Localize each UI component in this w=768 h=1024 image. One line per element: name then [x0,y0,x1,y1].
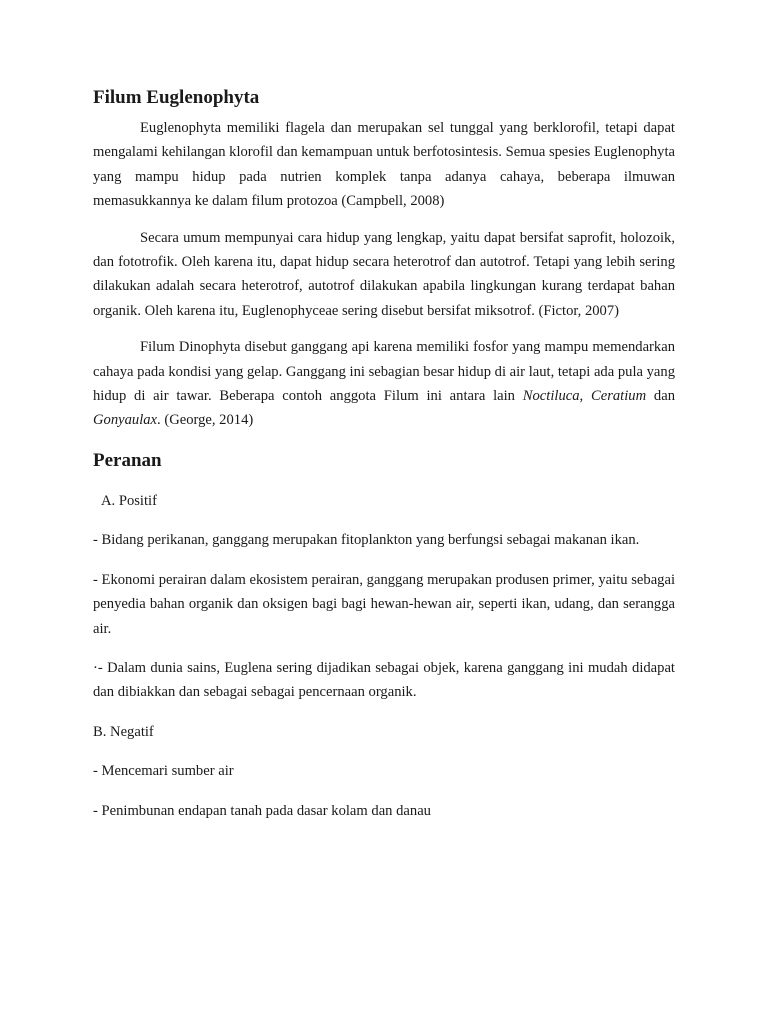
list-item-ekonomi-perairan: - Ekonomi perairan dalam ekosistem perairan, ganggang merupakan produsen primer, yaitu sebagai penyedia bahan organik dan oksigen bagi bagi hewan-hewan air, seperti ikan, udang, dan serangga air. [93,571,675,637]
list-item-penimbunan-endapan: - Penimbunan endapan tanah pada dasar kolam dan danau [93,802,431,819]
list-item-dunia-sains: ·- Dalam dunia sains, Euglena sering dijadikan sebagai objek, karena ganggang ini mudah didapat dan dibiakkan dan sebagai sebagai pencernaan organik. [93,659,675,701]
list-item-mencemari-air: - Mencemari sumber air [93,763,234,780]
heading-filum-euglenophyta: Filum Euglenophyta [93,87,260,108]
separator: , [579,388,591,405]
document-page [93,86,675,838]
paragraph-euglenophyta-description: Euglenophyta memiliki flagela dan merupakan sel tunggal yang berklorofil, tetapi dapat mengalami kehilangan klorofil dan kemampuan untuk berfotosintesis. Semua spesies Euglenophyta yang mampu hidup pada nutrien komplek tanpa adanya cahaya, beberapa ilmuwan memasukkannya ke dalam filum protozoa (Campbell, 2008) [93,120,675,210]
species-noctiluca: Noctiluca [522,388,580,405]
subheading-positif: A. Positif [101,492,157,509]
separator: dan [646,388,675,405]
list-item-perikanan: - Bidang perikanan, ganggang merupakan fitoplankton yang berfungsi sebagai makanan ikan. [93,532,640,549]
paragraph-cara-hidup: Secara umum mempunyai cara hidup yang lengkap, yaitu dapat bersifat saprofit, holozoik, dan fototrofik. Oleh karena itu, dapat hidup secara heterotrof dan autotrof. Tetapi yang lebih sering dilakukan adalah secara heterotrof, autotrof dilakukan apabila lingkungan kurang terdapat bahan organik. Oleh karena itu, Euglenophyceae sering disebut bersifat miksotrof. (Fictor, 2007) [93,229,675,319]
species-gonyaulax: Gonyaulax [93,412,158,429]
subheading-negatif: B. Negatif [93,723,154,740]
species-ceratium: Ceratium [590,388,647,405]
paragraph-dinophyta [93,335,675,433]
dinophyta-text: Filum Dinophyta disebut ganggang api karena memiliki fosfor yang mampu memendarkan cahaya pada kondisi yang gelap. Ganggang ini sebagian besar hidup di air laut, tetapi ada pula yang hidup di air tawar. Beberapa contoh anggota Filum ini antara lain [93,339,675,405]
heading-peranan: Peranan [93,449,162,471]
citation-george: . (George, 2014) [157,412,254,429]
